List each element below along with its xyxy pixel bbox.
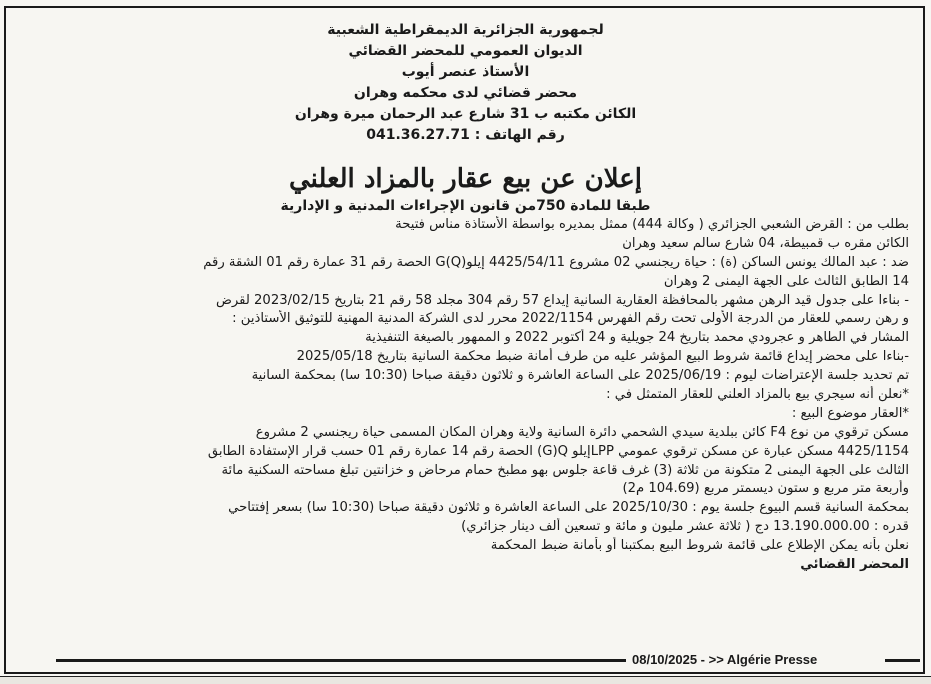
- footer-rule-left: [56, 659, 626, 662]
- body-line: المشار في الطاهر و عجرودي محمد بتاريخ 24 جويلية و 24 أكتوبر 2022 و الممهور بالصيغة التنفيذية: [365, 330, 909, 346]
- body-line: بمحكمة السانية قسم البيوع جلسة يوم : 2025/10/30 على الساعة العاشرة و ثلاثون دقيقة صباحا (10:30 سا) بسعر إفتتاحي: [228, 500, 909, 516]
- body-line: - بناءا على جدول قيد الرهن مشهر بالمحافظة العقارية السانية إيداع 57 رقم 304 مجلد 58 رقم 21 بتاريخ 2023/02/15 لقرض: [215, 292, 909, 308]
- body-line: ضد : عبد المالك يونس الساكن (ة) : حياة ريجنسي 02 مشروع 4425/54/11 إيلوG(Q) الحصة رقم 31 عمارة رقم 01 الشقة رقم: [203, 254, 909, 270]
- body-line: الثالث على الجهة اليمنى 2 متكونة من ثلاثة (3) غرف قاعة جلوس بهو مطبخ حمام مرحاض و خزانتين تبلغ مساحته السكنية مائة: [221, 462, 909, 478]
- body-line: مسكن ترقوي من نوع F4 كائن ببلدية سيدي الشحمي دائرة السانية ولاية وهران المكان المسمى حياة ريجنسي 2 مشروع: [255, 424, 909, 440]
- footer-rule-right: [885, 659, 920, 662]
- body-line: قدره : 13.190.000.00 دج ( ثلاثة عشر مليون و مائة و تسعين ألف دينار جزائري): [461, 519, 909, 535]
- body-line: و رهن رسمي للعقار من الدرجة الأولى تحت رقم الفهرس 2022/1154 محرر لدى الشركة المدنية المهنية للتوثيق الأستاذين :: [232, 311, 909, 327]
- header-line: الكائن مكتبه ب 31 شارع عبد الرحمان ميرة وهران: [294, 106, 637, 122]
- body-line: 4425/1154 مسكن عبارة عن مسكن ترقوي عمومي LPPإيلو G)Q) الحصة رقم 14 عمارة رقم 01 حسب قرار الإستفادة الطابق: [207, 443, 909, 459]
- header-line: الأستاذ عنصر أيوب: [401, 64, 530, 80]
- body-line: *العقار موضوع البيع :: [791, 405, 909, 421]
- body-line: تم تحديد جلسة الإعتراضات ليوم : 2025/06/19 على الساعة العاشرة و ثلاثون دقيقة صباحا (10:30 سا) بمحكمة السانية: [251, 368, 909, 384]
- body-line: وأربعة متر مربع و ستون ديسمتر مربع (104.69 م2): [622, 481, 909, 497]
- announcement-subtitle: طبقا للمادة 750من قانون الإجراءات المدنية و الإدارية: [280, 198, 651, 214]
- header-line: رقم الهاتف : 041.36.27.71: [366, 127, 565, 143]
- body-line: 14 الطابق الثالث على الجهة اليمنى 2 وهران: [663, 273, 909, 289]
- body-line: نعلن بأنه يمكن الإطلاع على قائمة شروط البيع بمكتبنا أو بأمانة ضبط المحكمة: [490, 538, 909, 554]
- source-credit: 08/10/2025 - >> Algérie Presse: [632, 652, 818, 667]
- announcement-title: إعلان عن بيع عقار بالمزاد العلني: [288, 164, 643, 194]
- header-line: لجمهورية الجزائرية الديمقراطية الشعبية: [327, 22, 604, 38]
- body-line: *نعلن أنه سيجري بيع بالمزاد العلني للعقار المتمثل في :: [606, 387, 909, 403]
- body-line: بطلب من : القرض الشعبي الجزائري ( وكالة 444) ممثل بمديره بواسطة الأستاذة مناس فتيحة: [395, 217, 909, 232]
- announcement-body: [19, 216, 909, 575]
- issuer-header: [0, 20, 931, 146]
- header-line: محضر قضائي لدى محكمه وهران: [353, 85, 578, 101]
- body-line: الكائن مقره ب قمبيطة، 04 شارع سالم سعيد وهران: [622, 235, 909, 251]
- header-line: الديوان العمومي للمحضر القضائي: [348, 43, 583, 59]
- body-line: -بناءا على محضر إيداع قائمة شروط البيع المؤشر عليه من طرف أمانة ضبط محكمة السانية بتاريخ 2025/05/18: [296, 349, 909, 365]
- source-footer: [0, 650, 931, 670]
- signature-label: المحضر القضائي: [800, 557, 909, 573]
